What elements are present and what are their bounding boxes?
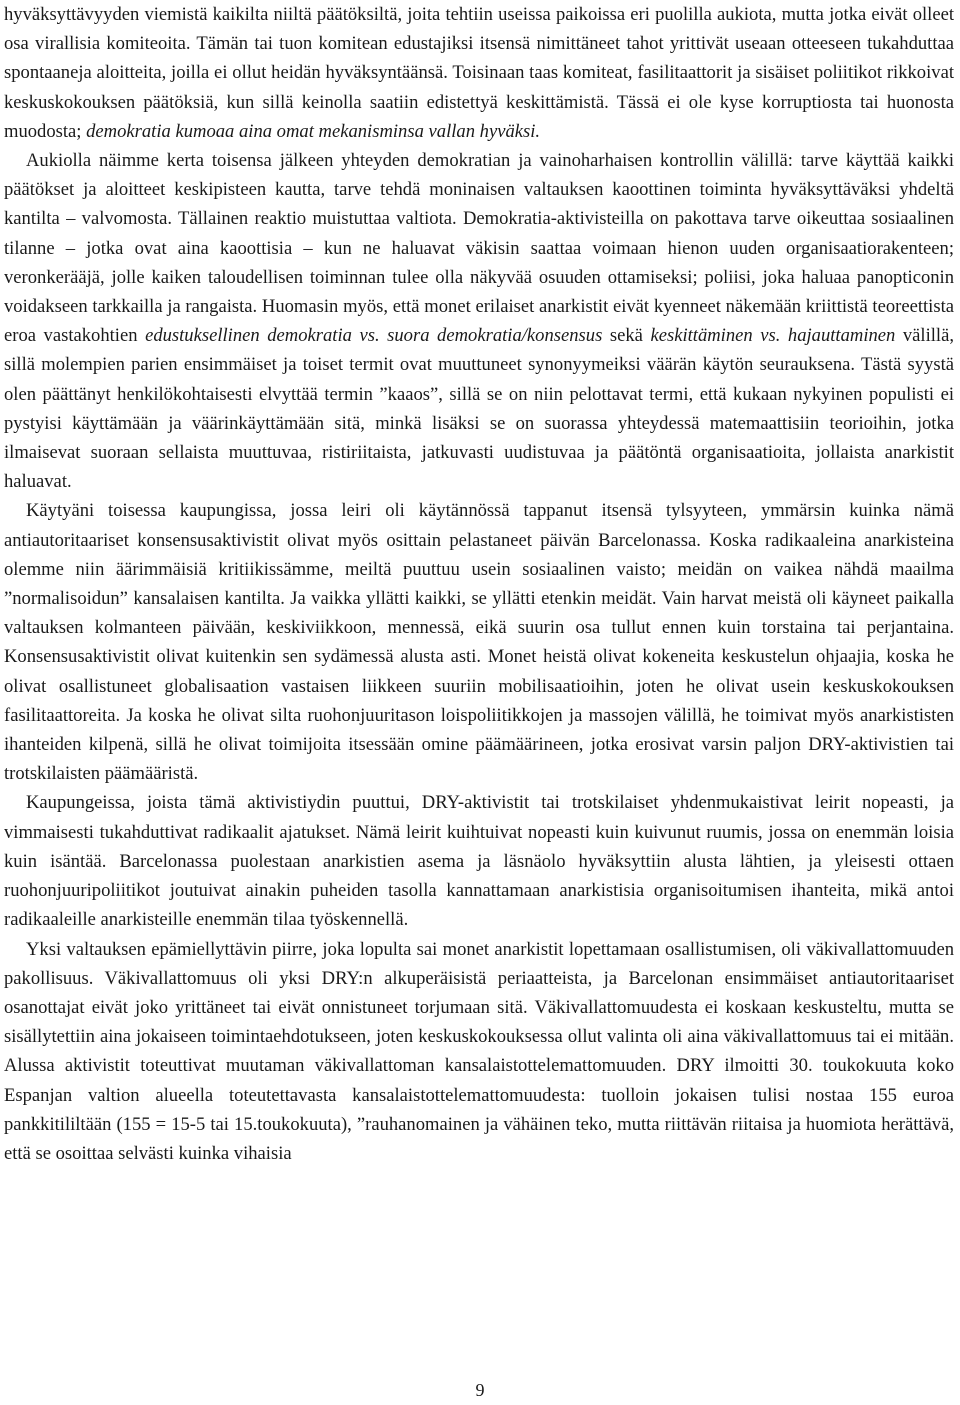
paragraph: [4, 935, 954, 1169]
body-text: sekä: [602, 325, 651, 347]
document-body: [4, 0, 954, 1168]
paragraph: [4, 146, 954, 496]
body-text: hyväksyttävyyden viemistä kaikilta niiltä päätöksiltä, joita tehtiin useissa paikoissa eri puolilla aukiota, mutta jotka eivät olleet osa virallisia komiteoita. Tämän tai tuon komitean edustajiksi itsensä nimittäneet tahot yrittivät useaan otteeseen tukahduttaa spontaaneja aloitteita, joilla ei ollut heidän hyväksyntäänsä. Toisinaan taas komiteat, fasilitaattorit ja sisäiset poliitikot rikkoivat keskuskokouksen päätöksiä, kun sillä keinolla saatiin edistettyä keskittämistä. Tässä ei ole kyse korruptiosta tai huonosta muodosta;: [4, 4, 954, 142]
emphasis-text: keskittäminen vs. hajauttaminen: [650, 325, 896, 347]
paragraph: [4, 496, 954, 788]
page-number: 9: [475, 1380, 485, 1400]
emphasis-text: edustuksellinen demokratia vs. suora demokratia/konsensus: [145, 325, 603, 347]
body-text: Käytyäni toisessa kaupungissa, jossa leiri oli käytännössä tappanut itsensä tylsyyteen, ymmärsin kuinka nämä antiautoritaariset konsensusaktivistit olivat myös osittain pelastaneet päivän Barcelonassa. Koska radikaaleina anarkisteina olemme niin äärimmäisiä kritiikissämme, meiltä puuttuu usein sosiaalinen vaisto; meidän on vaikea nähdä maailma ”normalisoidun” kansalaisen kantilta. Ja vaikka yllätti kaikki, se yllätti etenkin meidät. Vain harvat meistä oli käyneet paikalla valtauksen kolmanteen päivään, keskiviikkoon, mennessä, eikä suurin osa tullut ennen kuin torstaina tai perjantaina. Konsensusaktivistit olivat kuitenkin sen sydämessä alusta asti. Monet heistä olivat kokeneita keskustelun ohjaajia, koska he olivat osallistuneet globalisaation vastaisen liikkeen suuriin mobilisaatioihin, joten he olivat usein keskuskokouksen fasilitaattoreita. Ja koska he olivat silta ruohonjuuritason loispoliitikkojen ja massojen välillä, he toimivat myös anarkististen ihanteiden kilpenä, sillä he olivat toimijoita itsessään omine päämäärineen, jotka erosivat varsin paljon DRY-aktivistien tai trotskilaisten päämääristä.: [4, 500, 954, 785]
paragraph: [4, 0, 954, 146]
body-text: välillä, sillä molempien parien ensimmäiset ja toiset termit ovat muuttuneet synonyymeiksi väärän käytön seurauksena. Tästä syystä olen päättänyt henkilökohtaisesti elvyttää termin ”kaaos”, sillä se on niin pelottavat termi, että kukaan nykyinen populisti ei pystyisi käyttämään ja väärinkäyttämään sitä, minkä lisäksi se on suorassa yhteydessä matemaattisiin teorioihin, jotka ilmaisevat suoraan sellaista muuttuvaa, ristiriitaista, jatkuvasti uudistuvaa ja päätöntä organisaatioita, jollaista anarkistit haluavat.: [4, 325, 955, 493]
body-text: Kaupungeissa, joista tämä aktivistiydin puuttui, DRY-aktivistit tai trotskilaiset yhdenmukaistivat leirit nopeasti, ja vimmaisesti tukahduttivat radikaalit ajatukset. Nämä leirit kuihtuivat nopeasti kuin kuivunut ruumis, jossa on enemmän loisia kuin isäntää. Barcelonassa puolestaan anarkistien asema ja läsnäolo hyväksyttiin alusta lähtien, ja yleisesti ottaen ruohonjuuripoliitikot joutuivat ainakin puheiden tasolla kannattamaan anarkistisia organisoitumisen ihanteita, mikä antoi radikaaleille anarkisteille enemmän tilaa työskennellä.: [4, 792, 954, 931]
paragraph: [4, 788, 954, 934]
emphasis-text: demokratia kumoaa aina omat mekanisminsa vallan hyväksi.: [86, 120, 541, 142]
body-text: Yksi valtauksen epämiellyttävin piirre, joka lopulta sai monet anarkistit lopettamaan osallistumisen, oli väkivallattomuuden pakollisuus. Väkivallattomuus oli yksi DRY:n alkuperäisistä periaatteista, ja Barcelonan ensimmäiset antiautoritaariset osanottajat eivät joko yrittäneet tai eivät onnistuneet torjumaan sitä. Väkivallattomuudesta ei koskaan keskusteltu, mutta se sisällytettiin aina jokaiseen toimintaehdotukseen, joten keskuskokouksessa ollut valinta oli aina väkivallattomuus tai ei mitään. Alussa aktivistit toteuttivat muutaman väkivallattoman kansalaistottelemattomuuden. DRY ilmoitti 30. toukokuuta koko Espanjan valtion alueella toteutettavasta kansalaistottelemattomuudesta: tuolloin jokaisen tulisi nostaa 155 euroa pankkitililtään (155 = 15-5 tai 15.toukokuuta), ”rauhanomainen ja vähäinen teko, mutta riittävän riitaisa ja huomiota herättävä, että se osoittaa selvästi kuinka vihaisia: [4, 938, 954, 1164]
body-text: Aukiolla näimme kerta toisensa jälkeen yhteyden demokratian ja vainoharhaisen kontrollin välillä: tarve käyttää kaikki päätökset ja aloitteet keskipisteen kautta, tarve tehdä moninaisen valtauksen kaoottinen toiminta hyväksyttäväksi yhdeltä kantilta – valvomosta. Tällainen reaktio muistuttaa valtiota. Demokratia-aktivisteilla on pakottava tarve oikeuttaa sosiaalinen tilanne – jotka ovat aina kaoottisia – kun ne haluavat väkisin saattaa voimaan hienon uuden organisaatiorakenteen; veronkerääjä, jolle kaiken taloudellisen toiminnan tulee olla näkyvää osuuden ottamiseksi; poliisi, joka haluaa panopticonin voidakseen tarkkailla ja rangaista. Huomasin myös, että monet erilaiset anarkistit eivät kyenneet näkemään kriittistä teoreettista eroa vastakohtien: [4, 150, 954, 347]
